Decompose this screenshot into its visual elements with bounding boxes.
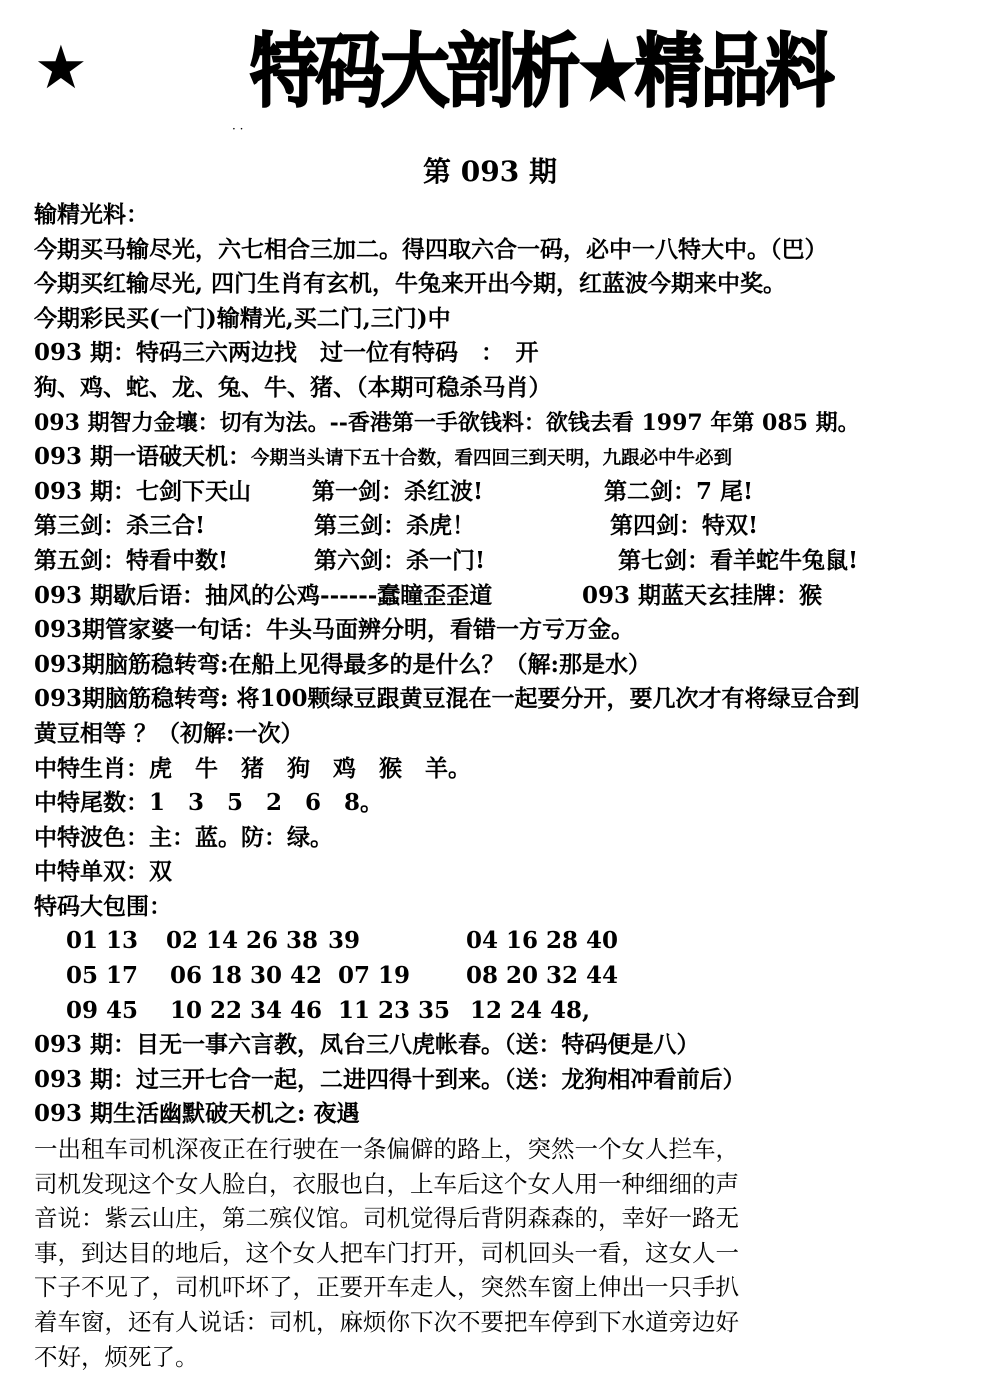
text-line: 093 期：目无一事六言教，凤台三八虎帐春。（送：特码便是八） xyxy=(34,1031,700,1059)
text-line: 今期彩民买(一门)输精光,买二门,三门)中 xyxy=(34,304,451,332)
sword-cell: 第一剑：杀红波! xyxy=(312,477,484,505)
text-line xyxy=(34,544,994,579)
text-line: 093 期：过三开七合一起，二进四得十到来。（送：龙狗相冲看前后） xyxy=(34,1065,746,1093)
sword-cell: 第六剑：杀一门! xyxy=(314,546,486,574)
number-group: 39 xyxy=(328,927,361,955)
number-grid-row xyxy=(34,924,994,959)
story-line: 音说：紫云山庄，第二殡仪馆。司机觉得后背阴森森的，幸好一路无 xyxy=(34,1204,739,1233)
text-line xyxy=(34,475,994,510)
line-part: 093 期蓝天玄挂牌：猴 xyxy=(582,581,823,609)
number-group: 01 13 xyxy=(66,927,139,955)
number-grid-row xyxy=(34,994,994,1029)
text-line: 今期买红输尽光, 四门生肖有玄机，牛兔来开出今期，红蓝波今期来中奖。 xyxy=(34,270,787,298)
section-heading: 输精光料： xyxy=(34,201,149,228)
text-line: 093期脑筋稳转弯: 将100颗绿豆跟黄豆混在一起要分开，要几次才有将绿豆合到 xyxy=(34,685,860,713)
text-line: 093 期：特码三六两边找 过一位有特码 ： 开 xyxy=(34,339,539,367)
line-value: 今期当头请下五十合数，看四回三到天明，九跟必中牛必到 xyxy=(251,448,733,470)
story-line: 下子不见了，司机吓坏了，正要开车走人，突然车窗上伸出一只手扒 xyxy=(34,1273,739,1302)
number-group: 04 16 28 40 xyxy=(466,927,619,955)
sword-cell: 第五剑：特看中数! xyxy=(34,546,229,574)
line-label: 093 期一语破天机： xyxy=(34,443,252,471)
text-line: 黄豆相等 ？（初解:一次） xyxy=(34,719,304,747)
text-line: 中特单双：双 xyxy=(34,858,172,886)
story-line: 着车窗，还有人说话：司机，麻烦你下次不要把车停到下水道旁边好 xyxy=(34,1308,739,1336)
sword-cell: 第三剑：杀三合! xyxy=(34,512,206,540)
story-line: 司机发现这个女人脸白，衣服也白，上车后这个女人用一种细细的声 xyxy=(34,1169,739,1198)
section-heading: 093 期生活幽默破天机之: 夜遇 xyxy=(34,1100,360,1128)
article-body xyxy=(34,198,994,1374)
story-paragraph xyxy=(34,1132,994,1374)
text-line xyxy=(34,440,994,475)
story-line: 一出租车司机深夜正在行驶在一条偏僻的路上，突然一个女人拦车， xyxy=(34,1135,739,1164)
number-group: 09 45 xyxy=(66,996,139,1024)
number-group: 08 20 32 44 xyxy=(466,962,619,990)
sword-cell: 第三剑：杀虎！ xyxy=(314,512,475,540)
sword-cell: 第四剑：特双! xyxy=(610,512,759,540)
text-line xyxy=(34,579,994,614)
story-line: 不好，烦死了。 xyxy=(34,1342,199,1371)
dots-mark: · · xyxy=(232,122,244,136)
star-icon: ★ xyxy=(34,33,88,103)
text-line: 中特波色：主：蓝。防：绿。 xyxy=(34,823,333,851)
number-group: 06 18 30 42 xyxy=(170,962,323,990)
text-line: 093 期智力金壤：切有为法。--香港第一手欲钱料：欲钱去看 1997 年第 085 期。 xyxy=(34,409,860,436)
text-line: 093期管家婆一句话：牛头马面辨分明，看错一方亏万金。 xyxy=(34,616,635,644)
sword-cell: 第七剑：看羊蛇牛兔鼠! xyxy=(618,546,859,574)
number-group: 05 17 xyxy=(66,962,139,990)
text-line: 今期买马输尽光，六七相合三加二。得四取六合一码，必中一八特大中。（巴） xyxy=(34,235,828,263)
number-group: 02 14 26 38 xyxy=(166,927,319,955)
number-grid-row xyxy=(34,959,994,994)
number-group: 07 19 xyxy=(338,962,411,990)
text-line: 093期脑筋稳转弯:在船上见得最多的是什么？（解:那是水） xyxy=(34,650,651,678)
sword-cell: 第二剑：7 尾! xyxy=(604,477,754,505)
number-group: 10 22 34 46 xyxy=(170,996,323,1024)
text-line xyxy=(34,509,994,544)
issue-number: 第 093 期 xyxy=(423,155,557,188)
text-line: 中特生肖：虎 牛 猪 狗 鸡 猴 羊。 xyxy=(34,754,471,782)
number-group: 11 23 35 xyxy=(338,996,451,1024)
line-part: 093 期歇后语：抽风的公鸡------蠢瞳歪歪道 xyxy=(34,581,493,609)
text-line: 中特尾数：1 3 5 2 6 8。 xyxy=(34,789,384,817)
sword-cell: 093 期：七剑下天山 xyxy=(34,477,252,505)
text-line: 狗、鸡、蛇、龙、兔、牛、猪、（本期可稳杀马肖） xyxy=(34,373,552,401)
section-heading: 特码大包围： xyxy=(34,892,172,920)
number-group: 12 24 48, xyxy=(470,996,591,1024)
page-banner-title: 特码大剖析★精品料 xyxy=(250,25,832,118)
story-line: 事，到达目的地后，这个女人把车门打开，司机回头一看，这女人一 xyxy=(34,1238,739,1267)
